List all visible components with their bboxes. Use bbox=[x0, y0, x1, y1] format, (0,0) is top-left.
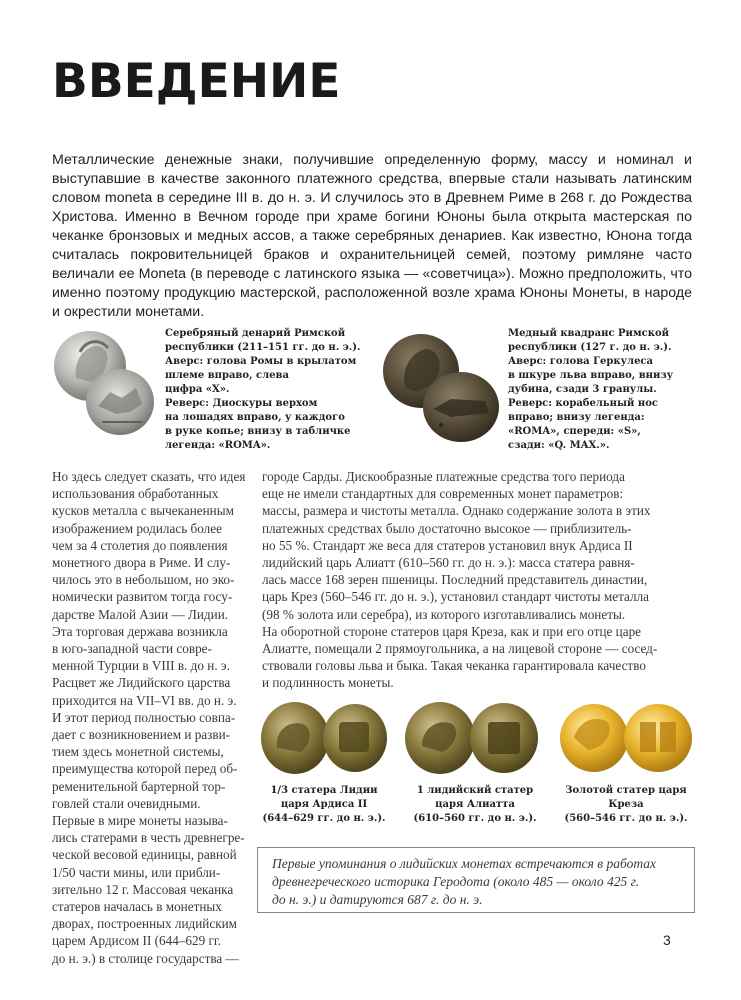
ardys-stater-caption: 1/3 статера Лидии царя Ардиса II (644–629 гг. до н. э.). bbox=[262, 785, 386, 824]
denarius-caption: Серебряный денарий Римской республики (211–151 гг. до н. э.). Аверс: голова Ромы в крылатом шлеме вправо, слева цифра «Х». Реверс: Диоскуры верхом на лошадях вправо, у каждого в руке копье; внизу в табличке легенда: «ROMA». bbox=[165, 328, 361, 451]
croesus-stater-image bbox=[558, 694, 694, 776]
herodotus-callout: Первые упоминания о лидийских монетах встречаются в работах древнегреческого историка Геродота (около 485 — около 425 г. до н. э.) и датируются 687 г. до н. э. bbox=[257, 847, 695, 913]
denarius-coin-image bbox=[50, 326, 158, 438]
ardys-stater-image bbox=[259, 694, 389, 776]
alyattes-stater-image bbox=[402, 694, 542, 776]
left-column-text: Но здесь следует сказать, что идея использования обработанных кусков металла с вычеканенным изображением родилась более чем за 4 столетия до появления монетного двора в Риме. И слу- чилось это в небольшом, но эко- номически развитом тогда госу- дарстве Малой Азии — Лидии. Эта торговая держава возникла в юго-западной части совре- менной Турции в VIII в. до н. э. Расцвет же Лидийского царства приходится на VII–VI вв. до н. э. И этот период полностью совпа- дает с возникновением и разви- тием здесь монетной системы, преимущества которой перед об- ременительной бартерной тор- говлей стали очевидными. Первые в мире монеты называ- лись статерами в честь древнегре- ческой весовой единицы, равной 1/50 части мины, или прибли- зительно 12 г. Массовая чеканка статеров началась в монетных дворах, построенных лидийским царем Ардисом II (644–629 гг. до н. э.) в столице государства — bbox=[52, 469, 246, 966]
alyattes-stater-caption: 1 лидийский статер царя Алиатта (610–560 гг. до н. э.). bbox=[413, 785, 537, 824]
quadrans-coin-image bbox=[381, 329, 503, 445]
quadrans-caption: Медный квадранс Римской республики (127 г. до н. э.). Аверс: голова Геркулеса в шкуре льва вправо, внизу дубина, сзади 3 гранулы. Реверс: корабельный нос вправо; внизу легенда: «ROMA», спереди: «S», сзади: «Q. MAX.». bbox=[508, 328, 674, 451]
page-number: 3 bbox=[663, 932, 671, 948]
right-column-text: городе Сарды. Дискообразные платежные средства того периода еще не имели стандартных для современных монет параметров: массы, размера и чистоты металла. Однако содержание золота в этих платежных средствах было достаточно высокое — приблизитель- но 55 %. Стандарт же веса для статеров установил внук Ардиса II лидийский царь Алиатт (610–560 гг. до н. э.): масса статера равня- лась массе 168 зерен пшеницы. Последний представитель династии, царь Крез (560–546 гг. до н. э.), установил стандарт чистоты металла (98 % золота или серебра), из которого изготавливались монеты. На оборотной стороне статеров царя Креза, как и при его отце царе Алиатте, помещали 2 прямоугольника, а на лицевой стороне — сосед- ствовали головы льва и быка. Такая чеканка гарантировала качество и подлинность монеты. bbox=[262, 469, 658, 691]
intro-paragraph: Металлические денежные знаки, получившие определенную форму, массу и номинал и выступавшие в качестве законного платежного средства, впервые стали называть латинским словом moneta в середине III в. до н. э. И случилось это в Древнем Риме в 268 г. до Рождества Христова. Именно в Вечном городе при храме богини Юноны была открыта мастерская по чеканке бронзовых и медных ассов, а также серебряных денариев. Как известно, Юнона тогда считалась покровительницей браков и охранительницей семей, поэтому римляне часто величали ее Moneta (в переводе с латинского языка — «советчица»). Можно предположить, что именно поэтому продукцию мастерской, расположенной возле храма Юноны Монеты, в народе и окрестили монетами. bbox=[52, 152, 692, 320]
page-title: ВВЕДЕНИЕ bbox=[52, 54, 341, 109]
croesus-stater-caption: Золотой статер царя Креза (560–546 гг. до н. э.). bbox=[564, 785, 688, 824]
